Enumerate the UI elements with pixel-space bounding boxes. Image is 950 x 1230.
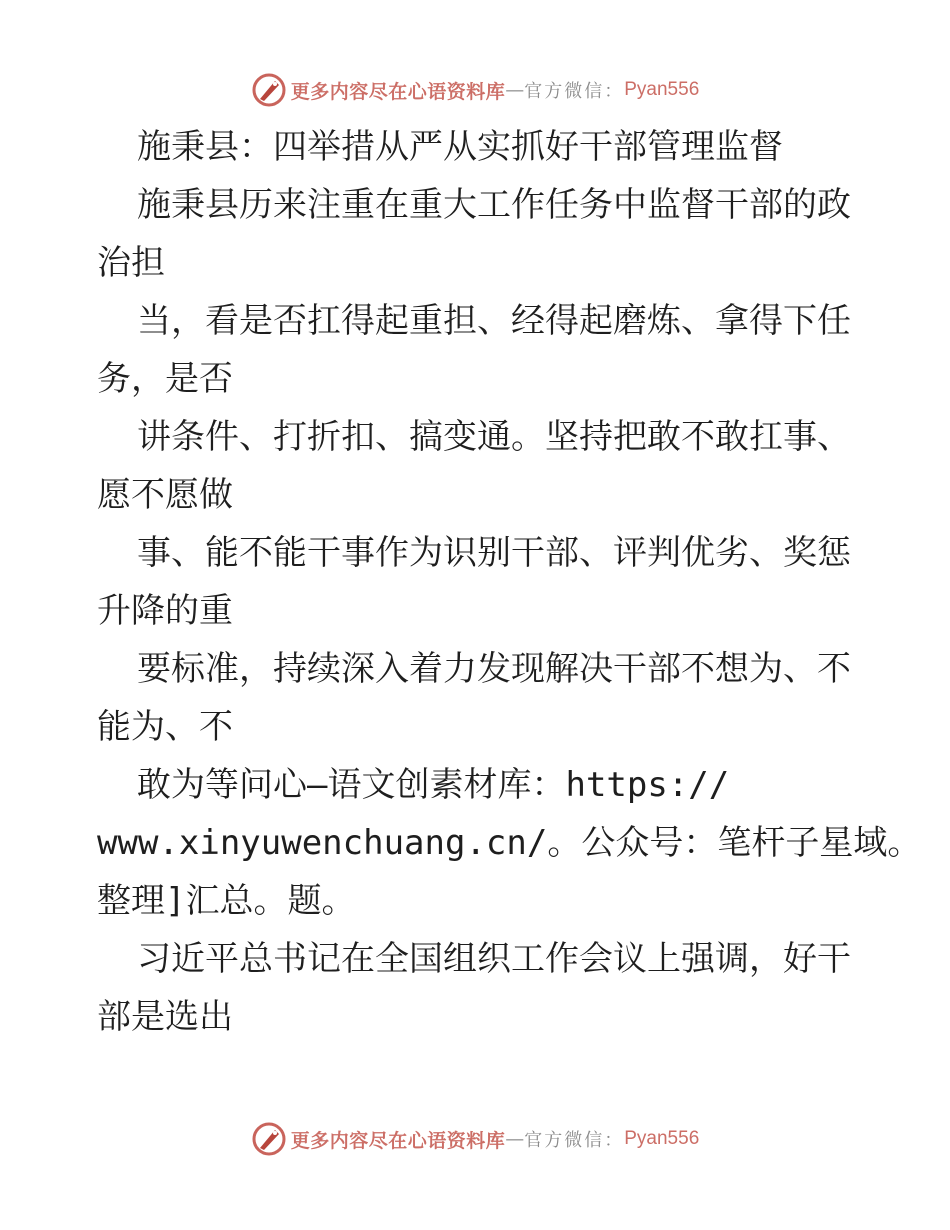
footer-dash: — <box>505 1128 525 1150</box>
footer-watermark <box>0 1119 950 1159</box>
header-wechat-label: 官方微信： <box>524 81 625 102</box>
footer-wechat-id: Pyan556 <box>624 1128 700 1149</box>
header-site-name: 更多内容尽在心语资料库 <box>290 80 506 103</box>
text-line: www.xinyuwenchuang.cn/。公众号：笔杆子星域。 <box>97 823 922 863</box>
header-wechat-id: Pyan556 <box>624 79 700 100</box>
text-line: 能为、不 <box>97 707 233 747</box>
text-line: 施秉县历来注重在重大工作任务中监督干部的政 <box>137 185 851 225</box>
text-line: 愿不愿做 <box>97 475 233 515</box>
text-line: 升降的重 <box>97 591 233 631</box>
text-line: 事、能不能干事作为识别干部、评判优劣、奖惩 <box>137 533 851 573</box>
header-watermark <box>0 70 950 110</box>
document-body <box>97 118 922 1046</box>
text-line: 治担 <box>97 243 165 283</box>
pen-nib-logo-icon <box>251 1121 287 1157</box>
text-line: 要标准，持续深入着力发现解决干部不想为、不 <box>137 649 851 689</box>
text-line: 敢为等问心—语文创素材库：https:// <box>137 765 730 805</box>
text-line: 部是选出 <box>97 997 233 1037</box>
title-line: 施秉县：四举措从严从实抓好干部管理监督 <box>137 127 783 167</box>
footer-site-name: 更多内容尽在心语资料库 <box>290 1129 506 1152</box>
text-line: 习近平总书记在全国组织工作会议上强调，好干 <box>137 939 851 979</box>
footer-wechat-label: 官方微信： <box>524 1130 625 1151</box>
text-line: 当，看是否扛得起重担、经得起磨炼、拿得下任 <box>137 301 851 341</box>
text-line: 整理]汇总。题。 <box>97 881 356 921</box>
pen-nib-logo-icon <box>251 72 287 108</box>
text-line: 务，是否 <box>97 359 233 399</box>
text-line: 讲条件、打折扣、搞变通。坚持把敢不敢扛事、 <box>137 417 851 457</box>
header-dash: — <box>505 79 525 101</box>
